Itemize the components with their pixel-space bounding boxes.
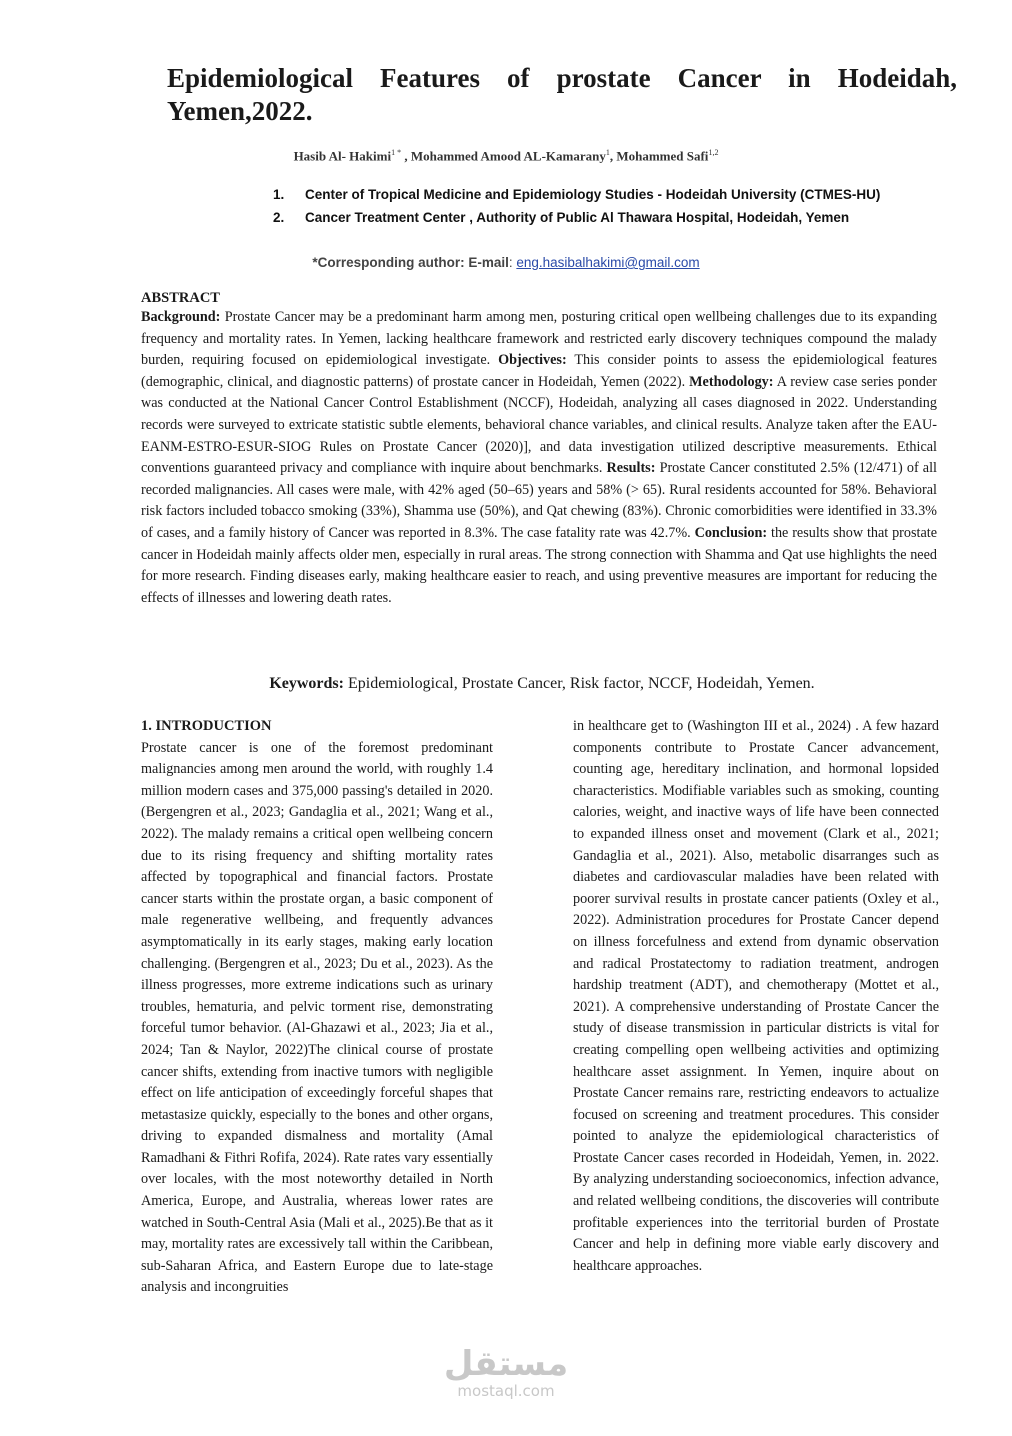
methodology-text: A review case series ponder was conducted at the National Cancer Control Establishment (NCCF), Hodeidah, analyzing all cases diagnosed in 2022. Understanding records were surveyed to extricate statistic subtle elements, behavioral chance variables, and clinical results. Analyze taken after the EAU-EANM-ESTRO-ESUR-SIOG Rules on Prostate Cancer (2020)], and data investigation utilized descriptive measurements. Ethical conventions guaranteed privacy and compliance with inquire about benchmarks. <box>141 373 937 477</box>
corresponding-email-link[interactable]: eng.hasibalhakimi@gmail.com <box>516 255 700 270</box>
objectives-text: This consider points to assess the epidemiological features (demographic, clinical, and diagnostic patterns) of prostate cancer in Hodeidah, Yemen (2022). <box>141 352 938 390</box>
background-text: Prostate Cancer may be a predominant harm among men, posturing critical open wellbeing challenges due to its expanding frequency and mortality rates. In Yemen, lacking healthcare framework and restricted early discovery techniques compound the malady burden, requiring focused on epidemiological investigate. <box>141 309 937 369</box>
intro-right-text: in healthcare get to (Washington III et al., 2024) . A few hazard components contribute to Prostate Cancer advancement, counting age, hereditary inclination, and hormonal lopsided characteristics. Modifiable variables such as smoking, counting calories, weight, and inactive ways of life have been connected to expanded illness onset and movement (Clark et al., 2021; Gandaglia et al., 2021). Also, metabolic disarranges such as diabetes and cardiovascular maladies have been related with poorer survival results in prostate cancer patients (Oxley et al., 2022). Administration procedures for Prostate Cancer depend on illness forcefulness and extend from dynamic observation and radical Prostatectomy to radiation treatment, androgen hardship treatment (ADT), and chemotherapy (Mottet et al., 2021). A comprehensive understanding of Prostate Cancer the study of disease transmission in particular districts is vital for creating compelling open wellbeing activities and optimizing healthcare asset assignment. In Yemen, inquire about on Prostate Cancer remains rare, restricting endeavors to actualize focused on screening and treatment procedures. This consider pointed to analyze the epidemiological characteristics of Prostate Cancer cases recorded in Hodeidah, Yemen, in. 2022. By analyzing understanding socioeconomics, infection advance, and related wellbeing conditions, the discoveries will contribute profitable experiences into the territorial burden of Prostate Cancer and help in defining more viable early discovery and healthcare approaches. <box>573 718 939 1274</box>
author-name: Mohammed Safi <box>616 148 709 164</box>
affiliation-text: Cancer Treatment Center , Authority of Public Al Thawara Hospital, Hodeidah, Yemen <box>305 210 850 225</box>
objectives-label: Objectives: <box>498 352 567 369</box>
methodology-label: Methodology: <box>689 373 774 390</box>
conclusion-text: the results show that prostate cancer in Hodeidah mainly affects older men, especially in rural areas. The strong connection with Shamma and Qat use highlights the need for more research. Finding diseases early, making healthcare easier to reach, and using preventive measures are important for reducing the effects of illnesses and lowering death rates. <box>141 524 937 606</box>
author-affil-mark: 1,2 <box>708 148 719 157</box>
affiliation-number: 1. <box>273 187 285 202</box>
affiliation-number: 2. <box>273 210 285 225</box>
affiliation-text: Center of Tropical Medicine and Epidemiology Studies - Hodeidah University (CTMES-HU) <box>305 187 881 202</box>
watermark-latin: mostaql.com <box>457 1382 555 1400</box>
keywords-label: Keywords: <box>269 675 344 692</box>
intro-right-column <box>573 716 939 1277</box>
intro-left-column <box>141 716 493 1299</box>
mostaql-watermark <box>436 1346 576 1400</box>
author-list: Hasib Al- Hakimi$^{1 *}$ , Mohammed Amood AL-Kamarany$^1$, Mohammed Safi$^{1,2}$ <box>293 148 719 164</box>
abstract-heading: ABSTRACT <box>141 290 220 306</box>
intro-left-text: Prostate cancer is one of the foremost predominant malignancies among men around the world, with roughly 1.4 million modern cases and 375,000 passing's detailed in 2020. (Bergengren et al., 2023; Gandaglia et al., 2021; Wang et al., 2022). The malady remains a critical open wellbeing concern due to its rising frequency and shifting mortality rates affected by topographical and financial factors. Prostate cancer starts within the prostate organ, a basic component of male regenerative wellbeing, and frequently advances asymptomatically in its early stages, making early location challenging. (Bergengren et al., 2023; Du et al., 2023). As the illness progresses, more extreme indications such as urinary troubles, hematuria, and pelvic torment rise, demonstrating forceful tumor behavior. (Al-Ghazawi et al., 2023; Jia et al., 2024; Tan & Naylor, 2022)The clinical course of prostate cancer shifts, extending from inactive tumors with negligible effect on life anticipation of exceedingly forceful shapes that metastasize quickly, especially to the bones and other organs, driving to expanded dismalness and mortality (Amal Ramadhani & Fithri Rofifa, 2024). Rate rates vary essentially over locales, with the most noteworthy detailed in North America, Europe, and Australia, whereas lower rates are watched in South-Central Asia (Mali et al., 2025).Be that as it may, mortality rates are excessively tall within the Caribbean, sub-Saharan Africa, and Eastern Europe due to late-stage analysis and incongruities <box>141 739 493 1296</box>
keywords-text: Epidemiological, Prostate Cancer, Risk factor, NCCF, Hodeidah, Yemen. <box>343 675 815 692</box>
corresponding-author: *Corresponding author: E-mail: eng.hasibalhakimi@gmail.com <box>312 255 700 270</box>
abstract-section <box>141 290 937 609</box>
author-name: Mohammed Amood AL-Kamarany <box>410 148 606 164</box>
author-affil-mark: 1 <box>605 148 610 157</box>
intro-heading: 1. INTRODUCTION <box>141 718 272 734</box>
affiliation-item <box>273 187 973 210</box>
watermark-arabic: مستقل <box>443 1344 569 1384</box>
affiliation-list <box>273 187 973 233</box>
results-text: Prostate Cancer constituted 2.5% (12/471) of all recorded malignancies. All cases were male, with 42% aged (50–65) years and 58% (> 65). Rural residents accounted for 58%. Behavioral risk factors included tobacco smoking (33%), Shamma use (50%), and Qat chewing (83%). Chronic comorbidities were identified in 33.3% of cases, and a family history of Cancer was reported in 8.3%. The case fatality rate was 42.7%. <box>141 460 937 541</box>
corresponding-label: *Corresponding author: E-mail <box>312 255 509 270</box>
author-name: Hasib Al- Hakimi <box>293 148 392 164</box>
results-label: Results: <box>606 460 656 477</box>
conclusion-label: Conclusion: <box>694 524 768 541</box>
keywords-line <box>0 675 1012 693</box>
background-label: Background: <box>141 309 221 325</box>
author-affil-mark: 1 * <box>391 148 402 157</box>
affiliation-item <box>273 210 973 233</box>
paper-title: Epidemiological Features of prostate Cancer in Hodeidah, Yemen,2022. <box>167 63 957 126</box>
